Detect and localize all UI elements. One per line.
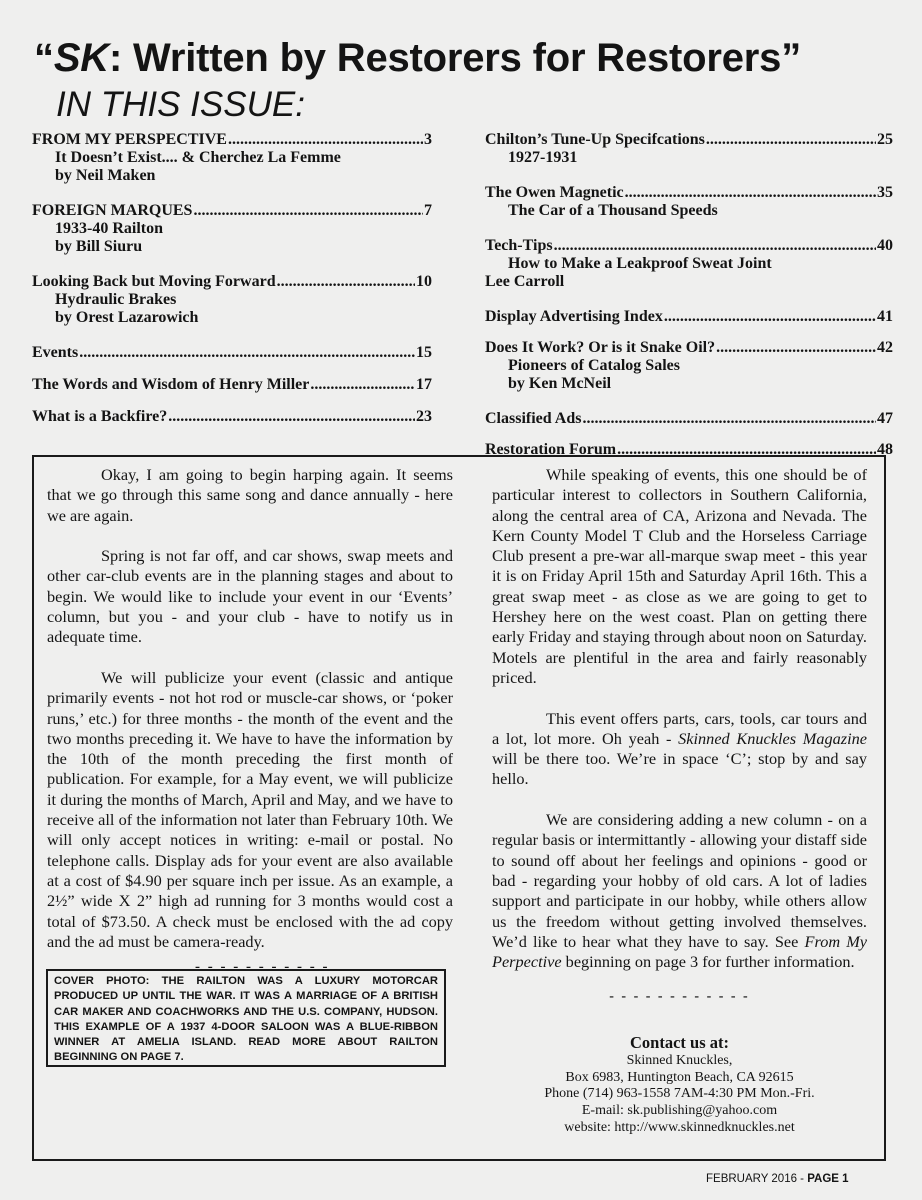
headline-rest: : Written by Restorers for Restorers” — [108, 36, 802, 80]
editorial-paragraph: We are considering adding a new column - on a regular basis or intermittantly - allowing your distaff side to sound off about her feelings and opinions - good or bad - regarding your hobby of old cars. A lot of ladies support and participate in our hobby, while others allow us the freedom without getting involved themselves. We’d like to hear what they have to say. See From My Perpective beginning on page 3 for further information. — [492, 810, 868, 972]
toc-page: 3 — [424, 131, 432, 148]
toc-page: 25 — [877, 131, 893, 148]
toc-title: Events — [32, 344, 79, 361]
toc-entry[interactable] — [485, 130, 893, 167]
editorial-paragraph: We will publicize your event (classic and antique primarily events - not hot rod or muscle-car shows, or ‘poker runs,’ etc.) for three months - the month of the event and the two months preceding it. We have to have the information by the 10th of the month preceding the first month of publication. For example, for a May event, we will publicize it during the months of March, April and May, and we have to receive all of the information not later than February 10th. We will only accept notices in writing: e-mail or postal. No telephone calls. Display ads for your event are also available at a cost of $4.90 per square inch per issue. As an example, a 2½” wide X 2” high ad running for 3 months would cost a total of $73.50. A check must be enclosed with the ad copy and the ad must be camera-ready. — [47, 667, 453, 951]
editorial-paragraph: This event offers parts, cars, tools, car tours and a lot, lot more. Oh yeah - Skinned Knuckles Magazine will be there too. We’re in space ‘C’; stop by and say hello. — [492, 708, 867, 789]
toc-subtitle: 1933-40 Railton — [55, 220, 163, 237]
editorial-box — [32, 455, 886, 1161]
toc-title: Looking Back but Moving Forward — [32, 273, 276, 290]
toc-left-column — [32, 130, 432, 426]
magazine-name: Skinned Knuckles Magazine — [678, 728, 867, 748]
toc-page: 35 — [877, 184, 893, 201]
toc-author: by Orest Lazarowich — [55, 309, 199, 326]
toc-title: Does It Work? Or is it Snake Oil? — [485, 339, 716, 356]
editorial-left-column — [47, 465, 453, 975]
page-footer — [706, 1173, 849, 1185]
toc-title: FROM MY PERSPECTIVE — [32, 131, 227, 148]
cover-photo-caption: COVER PHOTO: THE RAILTON WAS A LUXURY MOTORCAR PRODUCED UP UNTIL THE WAR. IT WAS A MARRIAGE OF A BRITISH CAR MAKER AND COACHWORKS AND THE U.S. COMPANY, HUDSON. THIS EXAMPLE OF A 1937 4-DOOR SALOON WAS A BLUE-RIBBON WINNER AT AMELIA ISLAND. READ MORE ABOUT RAILTON BEGINNING ON PAGE 7. — [46, 969, 446, 1067]
toc-subtitle: 1927-1931 — [508, 149, 578, 166]
column-reference: From My Perpective — [492, 931, 868, 972]
contact-block — [492, 1033, 867, 1137]
in-this-issue-heading: IN THIS ISSUE: — [56, 85, 305, 124]
editorial-paragraph: Spring is not far off, and car shows, swap meets and other car-club events are in the planning stages and about to begin. We would like to include your event in our ‘Events’ column, but you - and your club - have to notify us in adequate time. — [47, 546, 453, 647]
toc-entry[interactable] — [32, 272, 432, 327]
contact-website[interactable]: website: http://www.skinnedknuckles.net — [564, 1119, 795, 1135]
toc-entry[interactable] — [32, 130, 432, 185]
dashed-rule: - - - - - - - - - - - - — [609, 988, 750, 1004]
page-headline — [34, 36, 894, 80]
contact-line: Box 6983, Huntington Beach, CA 92615 — [565, 1069, 794, 1085]
toc-subtitle: The Car of a Thousand Speeds — [508, 202, 718, 219]
toc-entry[interactable] — [32, 201, 432, 256]
toc-entry[interactable] — [32, 343, 432, 362]
toc-page: 7 — [424, 202, 432, 219]
toc-entry[interactable] — [485, 307, 893, 326]
toc-entry[interactable] — [485, 183, 893, 220]
toc-author: by Ken McNeil — [508, 375, 612, 392]
footer-date: FEBRUARY 2016 - — [706, 1173, 808, 1185]
editorial-right-column — [492, 465, 867, 1005]
toc-author: by Bill Siuru — [55, 238, 143, 255]
toc-title: FOREIGN MARQUES — [32, 202, 193, 219]
toc-title: The Owen Magnetic — [485, 184, 624, 201]
toc-page: 41 — [877, 308, 893, 325]
contact-title: Contact us at: — [630, 1033, 729, 1052]
toc-page: 42 — [877, 339, 893, 356]
toc-subtitle: Hydraulic Brakes — [55, 291, 177, 308]
toc-page: 47 — [877, 410, 893, 427]
editorial-paragraph: Okay, I am going to begin harping again. It seems that we go through this same song and dance annually - here we are again. — [47, 465, 453, 525]
headline-sk: SK — [53, 36, 109, 80]
toc-page: 48 — [877, 441, 893, 458]
toc-title: Display Advertising Index — [485, 308, 663, 325]
toc-page: 40 — [877, 237, 893, 254]
toc-page: 10 — [416, 273, 432, 290]
toc-entry[interactable] — [485, 236, 893, 291]
contact-line: Skinned Knuckles, — [626, 1053, 733, 1068]
toc-title: Tech-Tips — [485, 237, 553, 254]
toc-subtitle: It Doesn’t Exist.... & Cherchez La Femme — [55, 149, 341, 166]
toc-entry[interactable] — [485, 338, 893, 393]
toc-right-column — [485, 130, 893, 459]
headline-open-quote: “ — [34, 36, 54, 80]
toc-title: Classified Ads — [485, 410, 582, 427]
toc-entry[interactable] — [485, 409, 893, 428]
toc-entry[interactable] — [32, 375, 432, 394]
toc-subtitle: How to Make a Leakproof Sweat Joint — [508, 255, 772, 272]
toc-author: by Neil Maken — [55, 167, 156, 184]
dashed-rule: - - - - - - - - - - - — [195, 959, 330, 975]
toc-title: Chilton’s Tune-Up Specifcations — [485, 131, 705, 148]
toc-title: Restoration Forum — [485, 441, 617, 458]
footer-page-number: PAGE 1 — [807, 1173, 849, 1185]
toc-author: Lee Carroll — [485, 273, 565, 290]
toc-title: The Words and Wisdom of Henry Miller — [32, 376, 310, 393]
toc-title: What is a Backfire? — [32, 408, 168, 425]
toc-page: 23 — [416, 408, 432, 425]
toc-entry[interactable] — [32, 407, 432, 426]
contact-email[interactable]: E-mail: sk.publishing@yahoo.com — [581, 1103, 778, 1119]
contact-phone[interactable]: Phone (714) 963-1558 7AM-4:30 PM Mon.-Fri. — [544, 1086, 815, 1102]
toc-page: 15 — [416, 344, 432, 361]
editorial-paragraph: While speaking of events, this one should be of particular interest to collectors in Southern California, along the central area of CA, Arizona and Nevada. The Kern County Model T Club and the Horseless Carriage Club present a pre-war all-marque swap meet - this year it is on Friday April 15th and Saturday April 16th. This a great swap meet - as close as we are going to get to Hershey here on the west coast. Plan on getting there early Friday and staying through about noon on Saturday. Motels are plentiful in the area and fairly reasonably priced. — [492, 465, 867, 687]
toc-subtitle: Pioneers of Catalog Sales — [508, 357, 680, 374]
toc-page: 17 — [416, 376, 432, 393]
